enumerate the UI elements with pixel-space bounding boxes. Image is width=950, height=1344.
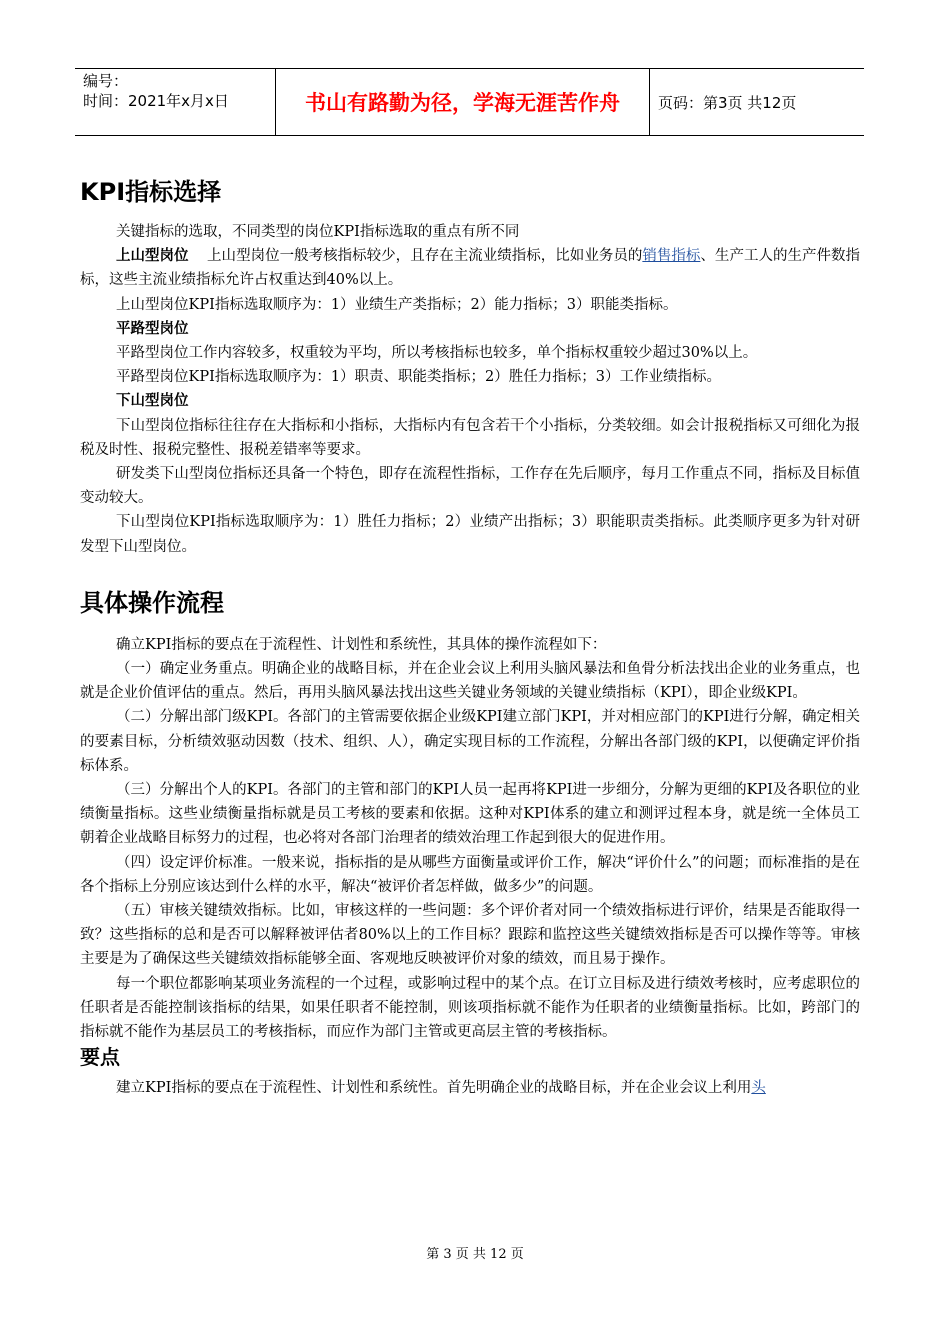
header-page-label: 页码：第3页 共12页 (658, 93, 797, 112)
header-meta-cell (75, 69, 276, 135)
key-points-paragraph (80, 1076, 860, 1100)
section-title-operation-process: 具体操作流程 (80, 588, 224, 617)
key-points-text: 建立KPI指标的要点在于流程性、计划性和系统性。首先明确企业的战略目标，并在企业会议上利用 (116, 1080, 752, 1097)
step-paragraph: （一）确定业务重点。明确企业的战略目标，并在企业会议上利用头脑风暴法和鱼骨分析法找出企业的业务重点，也就是企业价值评估的重点。然后，再用头脑风暴法找出这些关键业务领域的关键业绩指标（KPI），即企业级KPI。 (80, 661, 860, 702)
paragraph: 关键指标的选取，不同类型的岗位KPI指标选取的重点有所不同 (116, 224, 520, 240)
header-motto: 书山有路勤为径，学海无涯苦作舟 (276, 69, 650, 135)
uphill-text-before: 上山型岗位一般考核指标较少，且存在主流业绩指标，比如业务员的 (207, 248, 643, 265)
document-body (80, 172, 860, 1101)
paragraph: 平路型岗位KPI指标选取顺序为：1）职责、职能类指标；2）胜任力指标；3）工作业绩指标。 (116, 369, 721, 386)
paragraph: 上山型岗位KPI指标选取顺序为：1）业绩生产类指标；2）能力指标；3）职能类指标。 (116, 296, 678, 313)
uphill-text-after: 、生产工人的生产件数指标，这些主流业绩指标允许占权重达到40%以上。 (80, 248, 861, 289)
step-paragraph: （三）分解出个人的KPI。各部门的主管和部门的KPI人员一起再将KPI进一步细分，分解为更细的KPI及各职位的业绩衡量指标。这些业绩衡量指标就是员工考核的要素和依据。这种对KPI体系的建立和测评过程本身，就是统一全体员工朝着企业战略目标努力的过程，也必将对各部门治理者的绩效治理工作起到很大的促进作用。 (80, 782, 860, 847)
subheading-downhill: 下山型岗位 (116, 393, 189, 410)
step-paragraph: （二）分解出部门级KPI。各部门的主管需要依据企业级KPI建立部门KPI，并对相应部门的KPI进行分解，确定相关的要素目标，分析绩效驱动因数（技术、组织、人），确定实现目标的工作流程，分解出各部门级的KPI，以便确定评价指标体系。 (80, 709, 860, 774)
header-table (75, 68, 864, 136)
paragraph: 下山型岗位KPI指标选取顺序为：1）胜任力指标；2）业绩产出指标；3）职能职责类指标。此类顺序更多为针对研发型下山型岗位。 (80, 514, 860, 555)
subheading-flat: 平路型岗位 (116, 320, 189, 337)
paragraph: 研发类下山型岗位指标还具备一个特色，即存在流程性指标，工作存在先后顺序，每月工作重点不同，指标及目标值变动较大。 (80, 466, 860, 507)
step-paragraph: （五）审核关键绩效指标。比如，审核这样的一些问题：多个评价者对同一个绩效指标进行评价，结果是否能取得一致？这些指标的总和是否可以解释被评估者80%以上的工作目标？跟踪和监控这些关键绩效指标是否可以操作等等。审核主要是为了确保这些关键绩效指标能够全面、客观地反映被评价对象的绩效，而且易于操作。 (80, 903, 860, 968)
paragraph: 每一个职位都影响某项业务流程的一个过程，或影响过程中的某个点。在订立目标及进行绩效考核时，应考虑职位的任职者是否能控制该指标的结果，如果任职者不能控制，则该项指标就不能作为任职者的业绩衡量指标。比如，跨部门的指标就不能作为基层员工的考核指标，而应作为部门主管或更高层主管的考核指标。 (80, 975, 860, 1041)
paragraph: 平路型岗位工作内容较多，权重较为平均，所以考核指标也较多，单个指标权重较少超过30%以上。 (116, 345, 758, 362)
uphill-paragraph (80, 244, 860, 292)
paragraph: 确立KPI指标的要点在于流程性、计划性和系统性，其具体的操作流程如下： (116, 636, 607, 653)
header-date-label: 时间：2021年x月x日 (83, 92, 229, 110)
page-footer: 第 3 页 共 12 页 (426, 1247, 524, 1262)
section-title-kpi-selection: KPI指标选择 (80, 178, 222, 206)
step-paragraph: （四）设定评价标准。一般来说，指标指的是从哪些方面衡量或评价工作，解决“评价什么”的问题；而标准指的是在各个指标上分别应该达到什么样的水平，解决“被评价者怎样做，做多少”的问题。 (80, 854, 860, 895)
key-points-link[interactable]: 头 (751, 1080, 766, 1097)
paragraph: 下山型岗位指标往往存在大指标和小指标，大指标内有包含若干个小指标，分类较细。如会计报税指标又可细化为报税及时性、报税完整性、报税差错率等要求。 (80, 417, 860, 458)
header-number-label: 编号： (83, 72, 129, 90)
subheading-uphill: 上山型岗位 (116, 248, 189, 265)
section-title-key-points: 要点 (80, 1045, 120, 1070)
sales-indicator-link[interactable]: 销售指标 (642, 248, 701, 265)
